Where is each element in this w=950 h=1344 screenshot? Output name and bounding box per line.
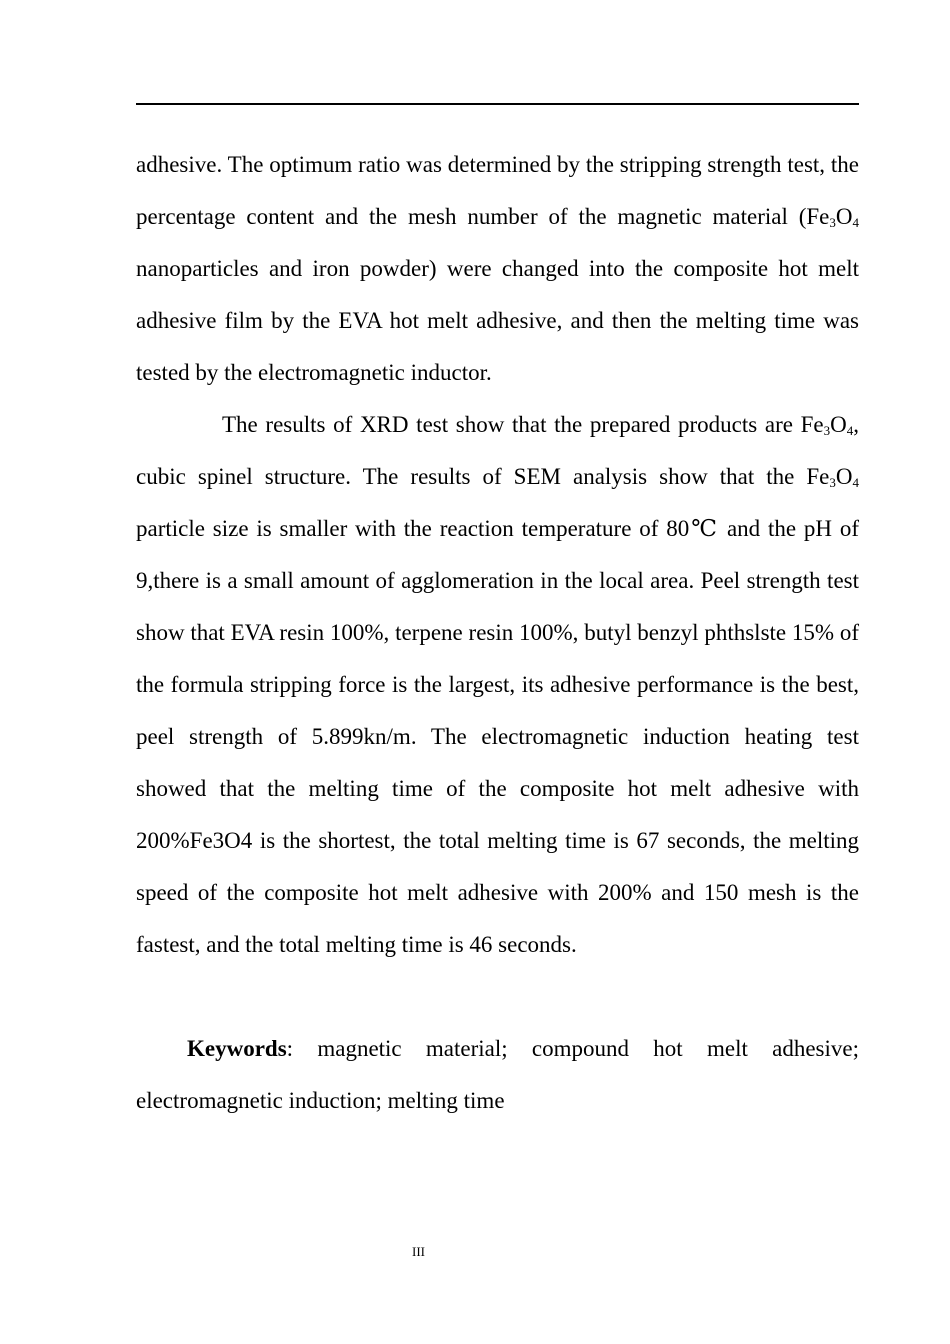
keywords-label: Keywords: [187, 1036, 287, 1061]
keywords-paragraph: [136, 1023, 859, 1127]
paragraph-1: adhesive. The optimum ratio was determined by the stripping strength test, the percentage content and the mesh number of the magnetic material ($Fe_3O_4$ nanoparticles and iron powder) were changed into the composite hot melt adhesive film by the EVA hot melt adhesive, and then the melting time was tested by the electromagnetic inductor.: [136, 152, 859, 385]
paragraph-2: The results of XRD test show that the prepared products are $Fe_3O_4$, cubic spinel structure. The results of SEM analysis show that the $Fe_3O_4$ particle size is smaller with the reaction temperature of 80℃ and the pH of 9,there is a small amount of agglomeration in the local area. Peel strength test show that EVA resin 100%, terpene resin 100%, butyl benzyl phthslste 15% of the formula stripping force is the largest, its adhesive performance is the best, peel strength of 5.899kn/m. The electromagnetic induction heating test showed that the melting time of the composite hot melt adhesive with 200%Fe3O4 is the shortest, the total melting time is 67 seconds, the melting speed of the composite hot melt adhesive with 200% and 150 mesh is the fastest, and the total melting time is 46 seconds.: [136, 412, 859, 957]
page-number: III: [412, 1244, 425, 1259]
abstract-body: [136, 139, 859, 1127]
keywords-list: : magnetic material; compound hot melt adhesive; electromagnetic induction; melting time: [136, 1036, 859, 1113]
header-rule: [136, 103, 859, 105]
